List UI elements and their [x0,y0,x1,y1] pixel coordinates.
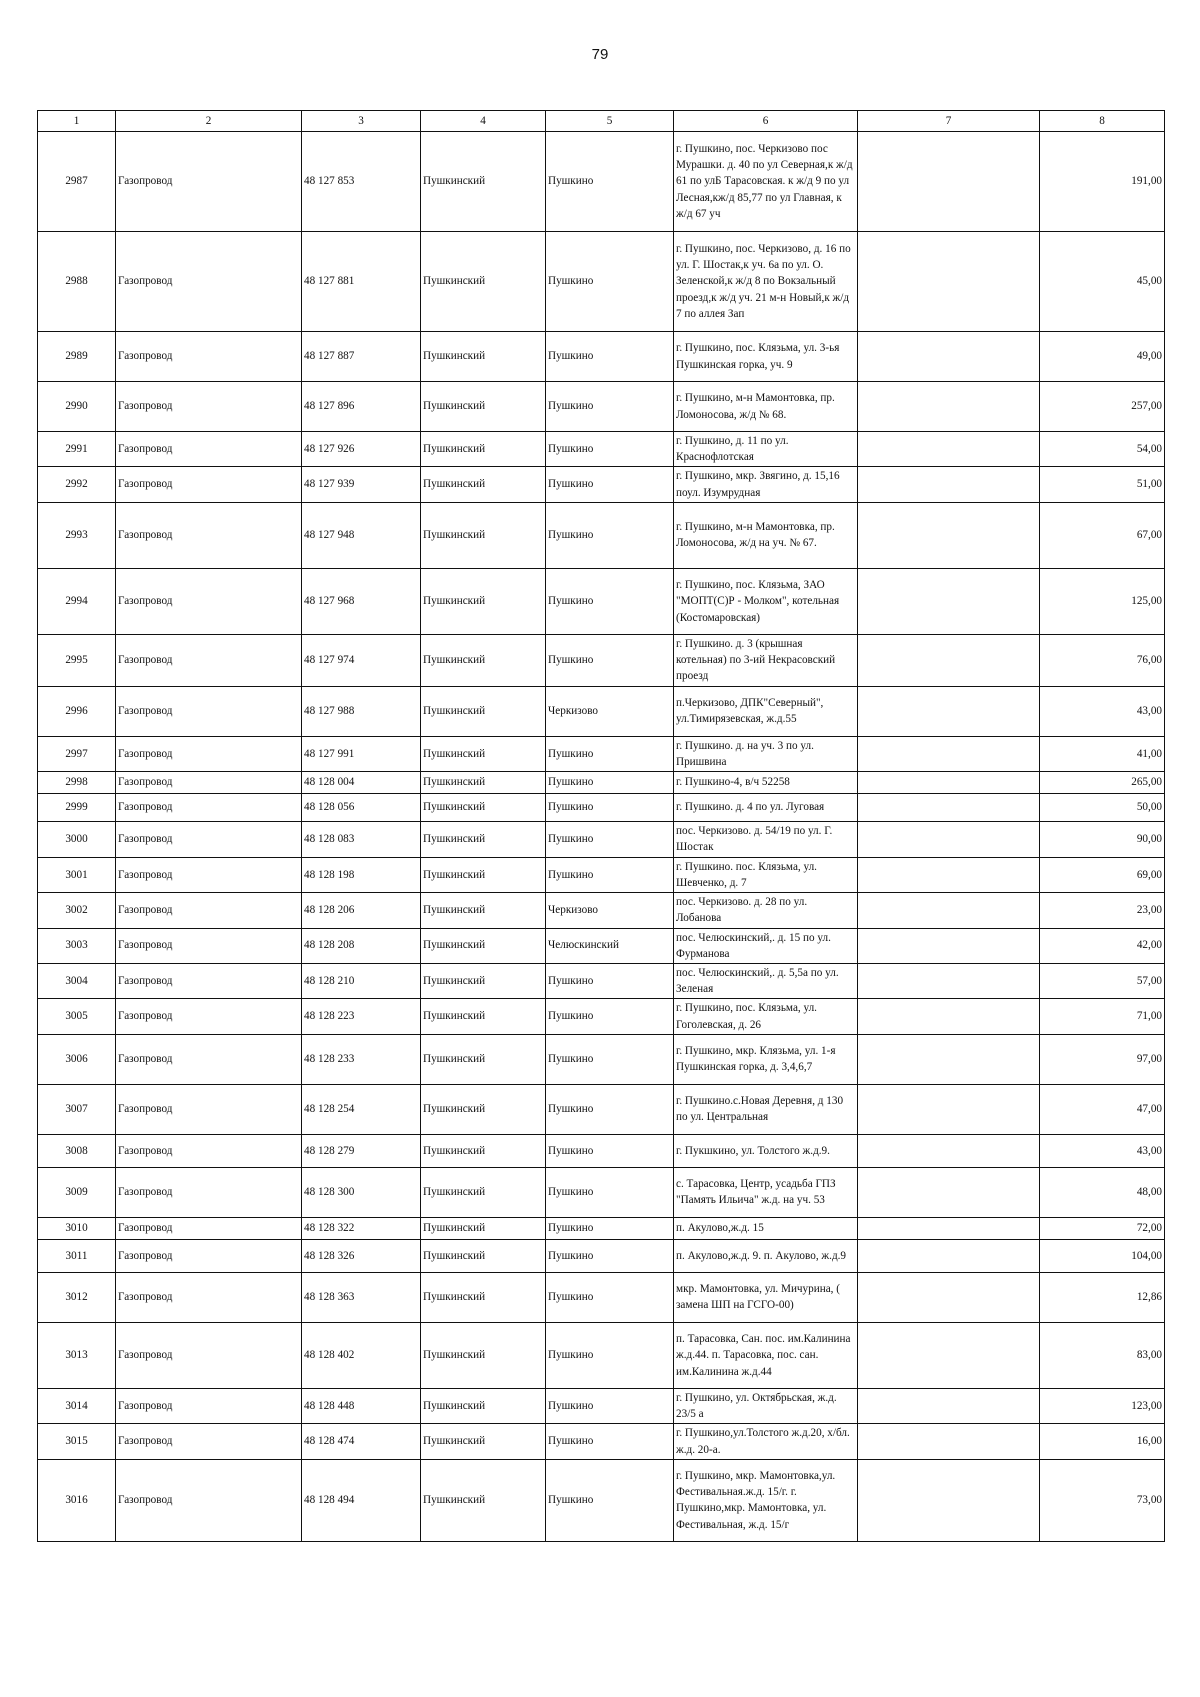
cell-district: Пушкинский [421,432,546,467]
cell-length: 265,00 [1040,772,1165,794]
table-row [38,1084,1165,1134]
cell-row-number: 3007 [38,1084,116,1134]
cell-note [858,432,1040,467]
column-header-6: 6 [674,111,858,132]
cell-row-number: 2993 [38,502,116,568]
cell-district: Пушкинский [421,1388,546,1423]
cell-district: Пушкинский [421,1167,546,1217]
cell-note [858,502,1040,568]
cell-settlement: Пушкино [546,1459,674,1541]
cell-length: 42,00 [1040,928,1165,963]
cell-cadastral-number: 48 128 083 [302,822,421,857]
cell-row-number: 2991 [38,432,116,467]
cell-settlement: Пушкино [546,1239,674,1272]
cell-row-number: 3000 [38,822,116,857]
table-row [38,1424,1165,1459]
cell-length: 57,00 [1040,963,1165,998]
cell-settlement: Пушкино [546,1034,674,1084]
column-header-4: 4 [421,111,546,132]
cell-object-name: Газопровод [116,963,302,998]
cell-address: п.Черкизово, ДПК"Северный", ул.Тимирязевская, ж.д.55 [674,686,858,736]
cell-note [858,1459,1040,1541]
cell-row-number: 3014 [38,1388,116,1423]
cell-row-number: 3015 [38,1424,116,1459]
cell-address: г. Пушкино.с.Новая Деревня, д 130 по ул. Центральная [674,1084,858,1134]
cell-row-number: 3004 [38,963,116,998]
cell-row-number: 2996 [38,686,116,736]
cell-district: Пушкинский [421,634,546,686]
cell-length: 48,00 [1040,1167,1165,1217]
cell-district: Пушкинский [421,736,546,771]
cell-note [858,857,1040,892]
cell-address: г. Пушкино, ул. Октябрьская, ж.д. 23/5 а [674,1388,858,1423]
cell-address: с. Тарасовка, Центр, усадьба ГПЗ "Память Ильича" ж.д. на уч. 53 [674,1167,858,1217]
column-header-8: 8 [1040,111,1165,132]
cell-settlement: Пушкино [546,332,674,382]
cell-row-number: 2988 [38,232,116,332]
cell-length: 72,00 [1040,1217,1165,1239]
cell-district: Пушкинский [421,1217,546,1239]
cell-settlement: Пушкино [546,1388,674,1423]
cell-length: 54,00 [1040,432,1165,467]
table-row [38,1034,1165,1084]
table-row [38,1167,1165,1217]
cell-address: г. Пушкино, пос. Черкизово, д. 16 по ул. Г. Шостак,к уч. 6а по ул. О. Зеленской,к ж/д 8 по Вокзальный проезд,к ж/д уч. 21 м-н Новый,к ж/д 7 по аллея Зап [674,232,858,332]
cell-object-name: Газопровод [116,999,302,1034]
table-row [38,502,1165,568]
cell-length: 90,00 [1040,822,1165,857]
cell-row-number: 2994 [38,568,116,634]
table-row [38,1239,1165,1272]
cell-address: г. Пушкино, д. 11 по ул. Краснофлотская [674,432,858,467]
cell-note [858,1217,1040,1239]
cell-settlement: Черкизово [546,893,674,928]
cell-object-name: Газопровод [116,1388,302,1423]
cell-length: 23,00 [1040,893,1165,928]
cell-length: 51,00 [1040,467,1165,502]
table-row [38,467,1165,502]
cell-object-name: Газопровод [116,822,302,857]
cell-length: 41,00 [1040,736,1165,771]
cell-row-number: 2987 [38,132,116,232]
cell-note [858,928,1040,963]
cell-district: Пушкинский [421,332,546,382]
column-header-5: 5 [546,111,674,132]
column-header-7: 7 [858,111,1040,132]
table-row [38,1272,1165,1322]
cell-address: г. Пушкино, м-н Мамонтовка, пр. Ломоносова, ж/д на уч. № 67. [674,502,858,568]
cell-cadastral-number: 48 128 210 [302,963,421,998]
cell-length: 76,00 [1040,634,1165,686]
cell-settlement: Пушкино [546,999,674,1034]
cell-note [858,736,1040,771]
table-body [38,132,1165,1542]
cell-object-name: Газопровод [116,1217,302,1239]
cell-cadastral-number: 48 127 968 [302,568,421,634]
cell-settlement: Пушкино [546,736,674,771]
cell-cadastral-number: 48 128 279 [302,1134,421,1167]
cell-row-number: 3003 [38,928,116,963]
cell-cadastral-number: 48 128 300 [302,1167,421,1217]
cell-object-name: Газопровод [116,232,302,332]
cell-length: 83,00 [1040,1322,1165,1388]
cell-length: 123,00 [1040,1388,1165,1423]
cell-address: пос. Черкизово. д. 28 по ул. Лобанова [674,893,858,928]
cell-district: Пушкинский [421,772,546,794]
cell-length: 49,00 [1040,332,1165,382]
cell-row-number: 2990 [38,382,116,432]
table-row [38,1217,1165,1239]
cell-district: Пушкинский [421,502,546,568]
cell-cadastral-number: 48 128 223 [302,999,421,1034]
cell-cadastral-number: 48 128 448 [302,1388,421,1423]
cell-cadastral-number: 48 128 254 [302,1084,421,1134]
cell-object-name: Газопровод [116,634,302,686]
cell-settlement: Пушкино [546,1424,674,1459]
cell-length: 71,00 [1040,999,1165,1034]
cell-note [858,1167,1040,1217]
cell-cadastral-number: 48 127 853 [302,132,421,232]
cell-note [858,1388,1040,1423]
cell-row-number: 2997 [38,736,116,771]
cell-object-name: Газопровод [116,382,302,432]
cell-object-name: Газопровод [116,1322,302,1388]
cell-row-number: 2992 [38,467,116,502]
cell-settlement: Пушкино [546,382,674,432]
table-row [38,736,1165,771]
cell-object-name: Газопровод [116,332,302,382]
cell-note [858,893,1040,928]
cell-cadastral-number: 48 127 991 [302,736,421,771]
cell-note [858,634,1040,686]
registry-table [37,110,1165,1542]
cell-district: Пушкинский [421,568,546,634]
cell-length: 191,00 [1040,132,1165,232]
cell-address: г. Пушкино. д. на уч. 3 по ул. Пришвина [674,736,858,771]
table-row [38,382,1165,432]
table-row [38,928,1165,963]
table-row [38,568,1165,634]
cell-settlement: Пушкино [546,822,674,857]
cell-address: г. Пушкино, мкр. Клязьма, ул. 1-я Пушкинская горка, д. 3,4,6,7 [674,1034,858,1084]
table-row [38,1322,1165,1388]
column-header-1: 1 [38,111,116,132]
cell-object-name: Газопровод [116,1424,302,1459]
cell-district: Пушкинский [421,1034,546,1084]
cell-cadastral-number: 48 128 474 [302,1424,421,1459]
cell-settlement: Пушкино [546,857,674,892]
cell-note [858,1034,1040,1084]
cell-district: Пушкинский [421,893,546,928]
cell-length: 104,00 [1040,1239,1165,1272]
table-row [38,432,1165,467]
cell-settlement: Пушкино [546,794,674,822]
cell-object-name: Газопровод [116,1272,302,1322]
cell-note [858,963,1040,998]
cell-row-number: 3002 [38,893,116,928]
cell-cadastral-number: 48 127 939 [302,467,421,502]
cell-address: г. Пушкино-4, в/ч 52258 [674,772,858,794]
cell-note [858,999,1040,1034]
cell-district: Пушкинский [421,1322,546,1388]
cell-settlement: Пушкино [546,467,674,502]
cell-cadastral-number: 48 127 974 [302,634,421,686]
cell-object-name: Газопровод [116,1084,302,1134]
cell-district: Пушкинский [421,1239,546,1272]
cell-row-number: 3006 [38,1034,116,1084]
table-row [38,772,1165,794]
cell-row-number: 3012 [38,1272,116,1322]
cell-length: 97,00 [1040,1034,1165,1084]
cell-settlement: Пушкино [546,963,674,998]
table-row [38,794,1165,822]
cell-district: Пушкинский [421,999,546,1034]
cell-note [858,568,1040,634]
cell-object-name: Газопровод [116,857,302,892]
cell-cadastral-number: 48 128 056 [302,794,421,822]
cell-district: Пушкинский [421,1272,546,1322]
cell-district: Пушкинский [421,467,546,502]
cell-note [858,686,1040,736]
table-row [38,822,1165,857]
cell-length: 257,00 [1040,382,1165,432]
cell-object-name: Газопровод [116,432,302,467]
cell-address: г. Пушкино, пос. Черкизово пос Мурашки. д. 40 по ул Северная,к ж/д 61 по улБ Тарасовская. к ж/д 9 по ул Лесная,кж/д 85,77 по ул Главная, к ж/д 67 уч [674,132,858,232]
cell-settlement: Пушкино [546,132,674,232]
cell-district: Пушкинский [421,686,546,736]
cell-length: 43,00 [1040,686,1165,736]
cell-cadastral-number: 48 128 363 [302,1272,421,1322]
cell-object-name: Газопровод [116,736,302,771]
cell-object-name: Газопровод [116,1239,302,1272]
cell-note [858,1239,1040,1272]
cell-address: г. Пушкино, мкр. Мамонтовка,ул. Фестивальная.ж.д. 15/г. г. Пушкино,мкр. Мамонтовка, ул. Фестивальная, ж.д. 15/г [674,1459,858,1541]
table-header-row [38,111,1165,132]
cell-object-name: Газопровод [116,794,302,822]
cell-row-number: 2995 [38,634,116,686]
cell-length: 16,00 [1040,1424,1165,1459]
table-row [38,132,1165,232]
cell-length: 43,00 [1040,1134,1165,1167]
cell-length: 69,00 [1040,857,1165,892]
cell-district: Пушкинский [421,857,546,892]
cell-object-name: Газопровод [116,893,302,928]
cell-address: п. Акулово,ж.д. 9. п. Акулово, ж.д.9 [674,1239,858,1272]
cell-note [858,232,1040,332]
cell-district: Пушкинский [421,1459,546,1541]
cell-cadastral-number: 48 128 402 [302,1322,421,1388]
cell-address: г. Пушкино. пос. Клязьма, ул. Шевченко, д. 7 [674,857,858,892]
table-row [38,857,1165,892]
cell-address: г. Пушкино, пос. Клязьма, ул. Гоголевская, д. 26 [674,999,858,1034]
cell-object-name: Газопровод [116,1034,302,1084]
cell-address: г. Пушкино,ул.Толстого ж.д.20, х/бл. ж.д. 20-а. [674,1424,858,1459]
cell-object-name: Газопровод [116,568,302,634]
cell-note [858,332,1040,382]
cell-district: Пушкинский [421,132,546,232]
cell-district: Пушкинский [421,928,546,963]
cell-cadastral-number: 48 127 887 [302,332,421,382]
cell-address: г. Пушкино, пос. Клязьма, ЗАО "МОПТ(С)Р - Молком", котельная (Костомаровская) [674,568,858,634]
cell-row-number: 2999 [38,794,116,822]
cell-cadastral-number: 48 128 494 [302,1459,421,1541]
cell-settlement: Пушкино [546,232,674,332]
cell-cadastral-number: 48 128 004 [302,772,421,794]
cell-settlement: Пушкино [546,1217,674,1239]
table-row [38,1388,1165,1423]
table-row [38,1459,1165,1541]
cell-address: пос. Челюскинский,. д. 5,5а по ул. Зеленая [674,963,858,998]
cell-note [858,1272,1040,1322]
cell-address: п. Акулово,ж.д. 15 [674,1217,858,1239]
cell-address: мкр. Мамонтовка, ул. Мичурина, ( замена ШП на ГСГО-00) [674,1272,858,1322]
cell-settlement: Черкизово [546,686,674,736]
cell-district: Пушкинский [421,232,546,332]
cell-length: 67,00 [1040,502,1165,568]
cell-row-number: 3008 [38,1134,116,1167]
table-row [38,686,1165,736]
cell-district: Пушкинский [421,1084,546,1134]
cell-district: Пушкинский [421,1134,546,1167]
cell-object-name: Газопровод [116,1167,302,1217]
cell-row-number: 2998 [38,772,116,794]
cell-settlement: Пушкино [546,502,674,568]
cell-address: г. Пушкино. д. 3 (крышная котельная) по 3-ий Некрасовский проезд [674,634,858,686]
cell-object-name: Газопровод [116,132,302,232]
page-number: 79 [591,46,609,63]
cell-note [858,1084,1040,1134]
cell-settlement: Пушкино [546,634,674,686]
table-row [38,963,1165,998]
cell-settlement: Пушкино [546,1272,674,1322]
cell-address: п. Тарасовка, Сан. пос. им.Калинина ж.д.44. п. Тарасовка, пос. сан. им.Калинина ж.д.44 [674,1322,858,1388]
table-row [38,332,1165,382]
cell-object-name: Газопровод [116,928,302,963]
table-row [38,634,1165,686]
cell-row-number: 3011 [38,1239,116,1272]
cell-row-number: 3013 [38,1322,116,1388]
cell-row-number: 3016 [38,1459,116,1541]
cell-district: Пушкинский [421,963,546,998]
cell-length: 47,00 [1040,1084,1165,1134]
column-header-3: 3 [302,111,421,132]
cell-length: 125,00 [1040,568,1165,634]
cell-note [858,1424,1040,1459]
cell-settlement: Челюскинский [546,928,674,963]
cell-object-name: Газопровод [116,1134,302,1167]
cell-object-name: Газопровод [116,1459,302,1541]
cell-cadastral-number: 48 127 926 [302,432,421,467]
cell-settlement: Пушкино [546,568,674,634]
cell-cadastral-number: 48 127 988 [302,686,421,736]
cell-district: Пушкинский [421,382,546,432]
cell-settlement: Пушкино [546,432,674,467]
cell-address: г. Пушкино. д. 4 по ул. Луговая [674,794,858,822]
cell-settlement: Пушкино [546,1084,674,1134]
cell-row-number: 2989 [38,332,116,382]
cell-object-name: Газопровод [116,772,302,794]
cell-object-name: Газопровод [116,467,302,502]
cell-address: пос. Челюскинский,. д. 15 по ул. Фурманова [674,928,858,963]
table-row [38,893,1165,928]
cell-note [858,132,1040,232]
cell-cadastral-number: 48 128 208 [302,928,421,963]
cell-length: 73,00 [1040,1459,1165,1541]
cell-cadastral-number: 48 127 896 [302,382,421,432]
cell-cadastral-number: 48 128 233 [302,1034,421,1084]
cell-district: Пушкинский [421,822,546,857]
cell-district: Пушкинский [421,794,546,822]
cell-address: г. Пушкино, пос. Клязьма, ул. 3-ья Пушкинская горка, уч. 9 [674,332,858,382]
cell-district: Пушкинский [421,1424,546,1459]
cell-cadastral-number: 48 128 322 [302,1217,421,1239]
cell-settlement: Пушкино [546,1167,674,1217]
cell-address: пос. Черкизово. д. 54/19 по ул. Г. Шостак [674,822,858,857]
cell-object-name: Газопровод [116,502,302,568]
cell-object-name: Газопровод [116,686,302,736]
cell-cadastral-number: 48 127 881 [302,232,421,332]
table-row [38,232,1165,332]
cell-settlement: Пушкино [546,1322,674,1388]
cell-note [858,382,1040,432]
cell-row-number: 3001 [38,857,116,892]
cell-address: г. Пушкино, мкр. Звягино, д. 15,16 поул. Изумрудная [674,467,858,502]
cell-cadastral-number: 48 128 198 [302,857,421,892]
cell-cadastral-number: 48 128 326 [302,1239,421,1272]
cell-settlement: Пушкино [546,1134,674,1167]
cell-settlement: Пушкино [546,772,674,794]
cell-length: 45,00 [1040,232,1165,332]
cell-note [858,772,1040,794]
column-header-2: 2 [116,111,302,132]
cell-note [858,1322,1040,1388]
cell-cadastral-number: 48 128 206 [302,893,421,928]
cell-address: г. Пушкино, м-н Мамонтовка, пр. Ломоносова, ж/д № 68. [674,382,858,432]
cell-note [858,794,1040,822]
cell-address: г. Пукшкино, ул. Толстого ж.д.9. [674,1134,858,1167]
cell-length: 12,86 [1040,1272,1165,1322]
cell-note [858,467,1040,502]
cell-note [858,1134,1040,1167]
cell-row-number: 3009 [38,1167,116,1217]
cell-row-number: 3010 [38,1217,116,1239]
cell-row-number: 3005 [38,999,116,1034]
table-row [38,1134,1165,1167]
table-row [38,999,1165,1034]
cell-length: 50,00 [1040,794,1165,822]
cell-note [858,822,1040,857]
cell-cadastral-number: 48 127 948 [302,502,421,568]
